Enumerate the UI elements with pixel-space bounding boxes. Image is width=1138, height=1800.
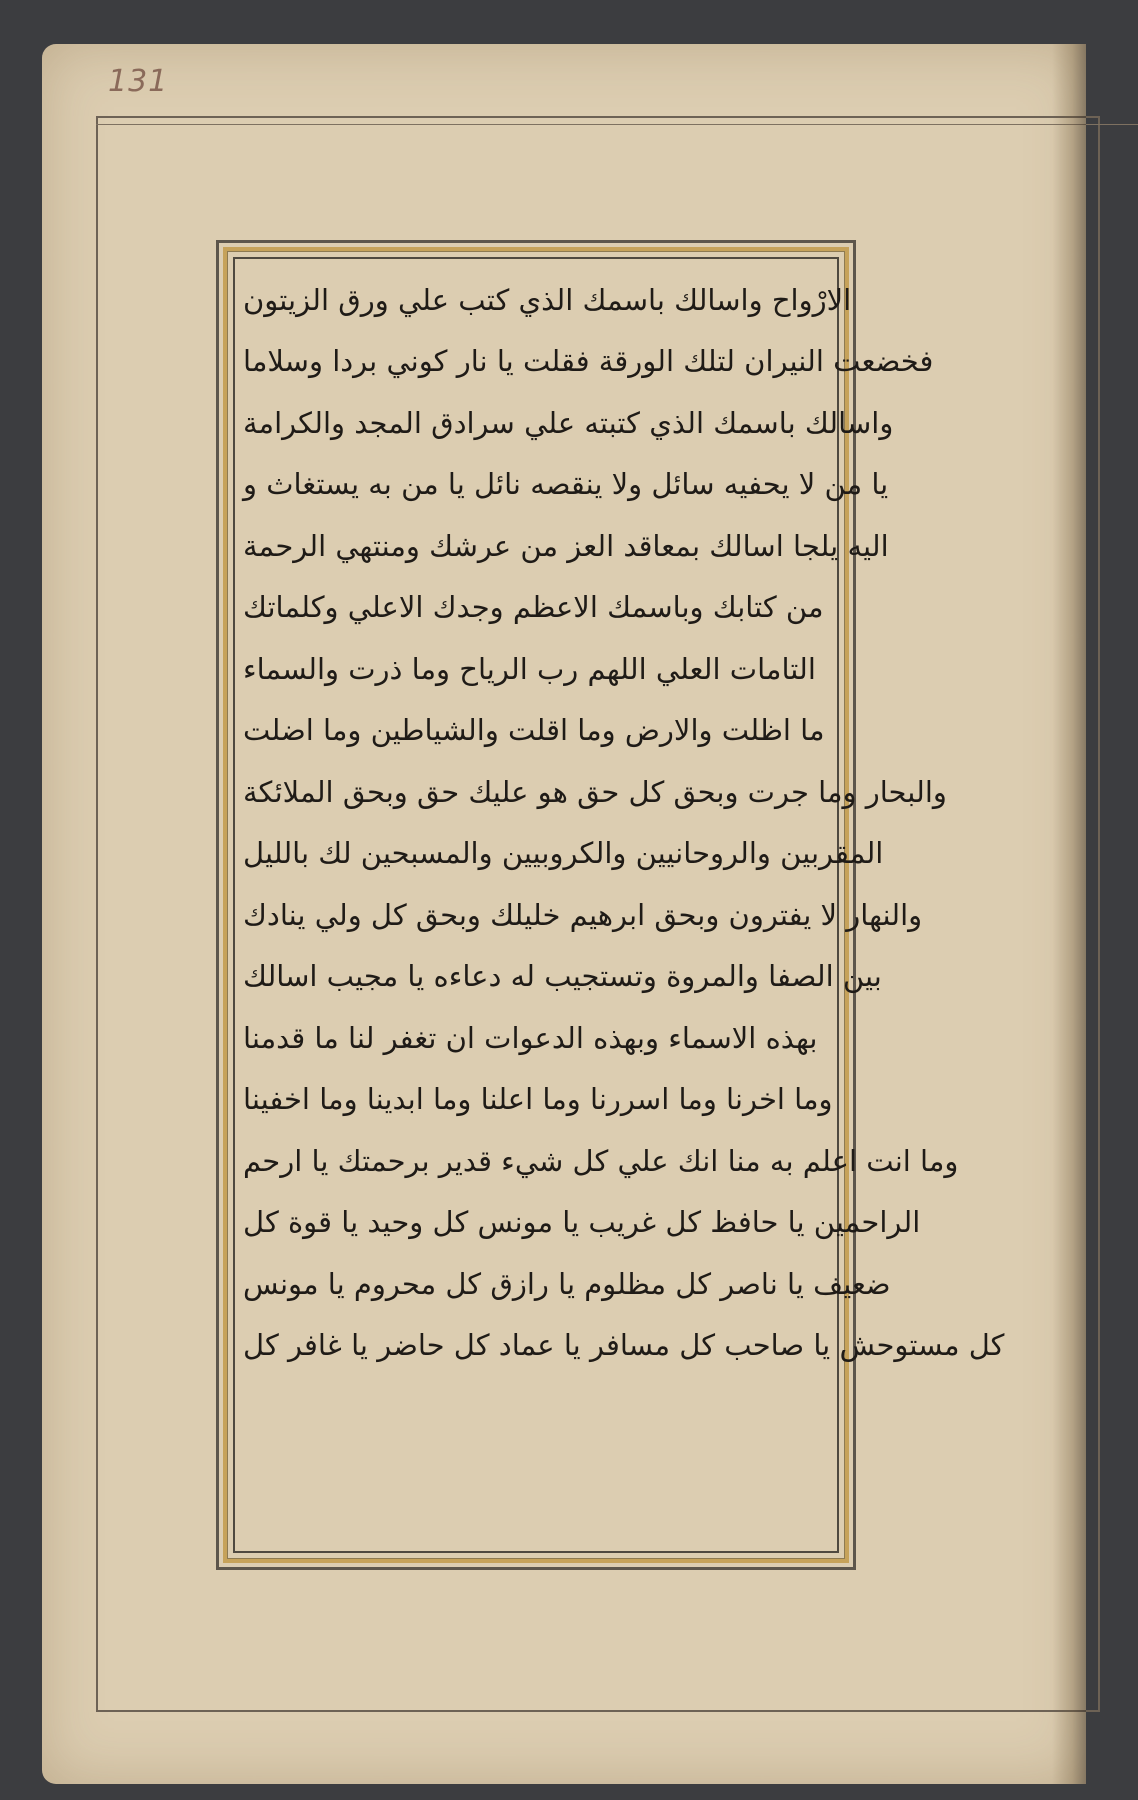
text-line: من كتابك وباسمك الاعظم وجدك الاعلي وكلماتك — [243, 590, 824, 625]
folio-number: 131 — [108, 64, 169, 99]
text-line: التامات العلي اللهم رب الرياح وما ذرت والسماء — [243, 651, 816, 686]
text-line: ما اظلت والارض وما اقلت والشياطين وما اضلت — [243, 713, 825, 748]
text-line: والبحار وما جرت وبحق كل حق هو عليك حق وبحق الملائكة — [243, 774, 947, 809]
text-line: واسالك باسمك الذي كتبته علي سرادق المجد والكرامة — [243, 405, 894, 440]
text-line: اليه يلجا اسالك بمعاقد العز من عرشك ومنتهي الرحمة — [243, 528, 889, 563]
text-line: الراحمين يا حافظ كل غريب يا مونس كل وحيد يا قوة كل — [243, 1205, 921, 1240]
text-line: وما اخرنا وما اسررنا وما اعلنا وما ابدينا وما اخفينا — [243, 1082, 833, 1117]
text-line: الارْواح واسالك باسمك الذي كتب علي ورق الزيتون — [243, 282, 852, 317]
text-line: وما انت اعلم به منا انك علي كل شيء قدير برحمتك يا ارحم — [243, 1143, 959, 1178]
text-line: يا من لا يحفيه سائل ولا ينقصه نائل يا من به يستغاث و — [243, 467, 889, 502]
text-line: ضعيف يا ناصر كل مظلوم يا رازق كل محروم يا مونس — [243, 1266, 891, 1301]
text-line: بين الصفا والمروة وتستجيب له دعاءه يا مجيب اسالك — [243, 959, 882, 994]
text-line: بهذه الاسماء وبهذه الدعوات ان تغفر لنا ما قدمنا — [243, 1020, 818, 1055]
text-line: والنهار لا يفترون وبحق ابرهيم خليلك وبحق كل ولي ينادك — [243, 897, 923, 932]
text-line: المقربين والروحانيين والكروبيين والمسبحين لك بالليل — [243, 836, 884, 871]
text-line: فخضعت النيران لتلك الورقة فقلت يا نار كوني بردا وسلاما — [243, 344, 934, 379]
text-block-frame — [216, 240, 1005, 1570]
text-body — [243, 269, 1005, 1541]
text-line: كل مستوحش يا صاحب كل مسافر يا عماد كل حاضر يا غافر كل — [243, 1328, 1005, 1363]
